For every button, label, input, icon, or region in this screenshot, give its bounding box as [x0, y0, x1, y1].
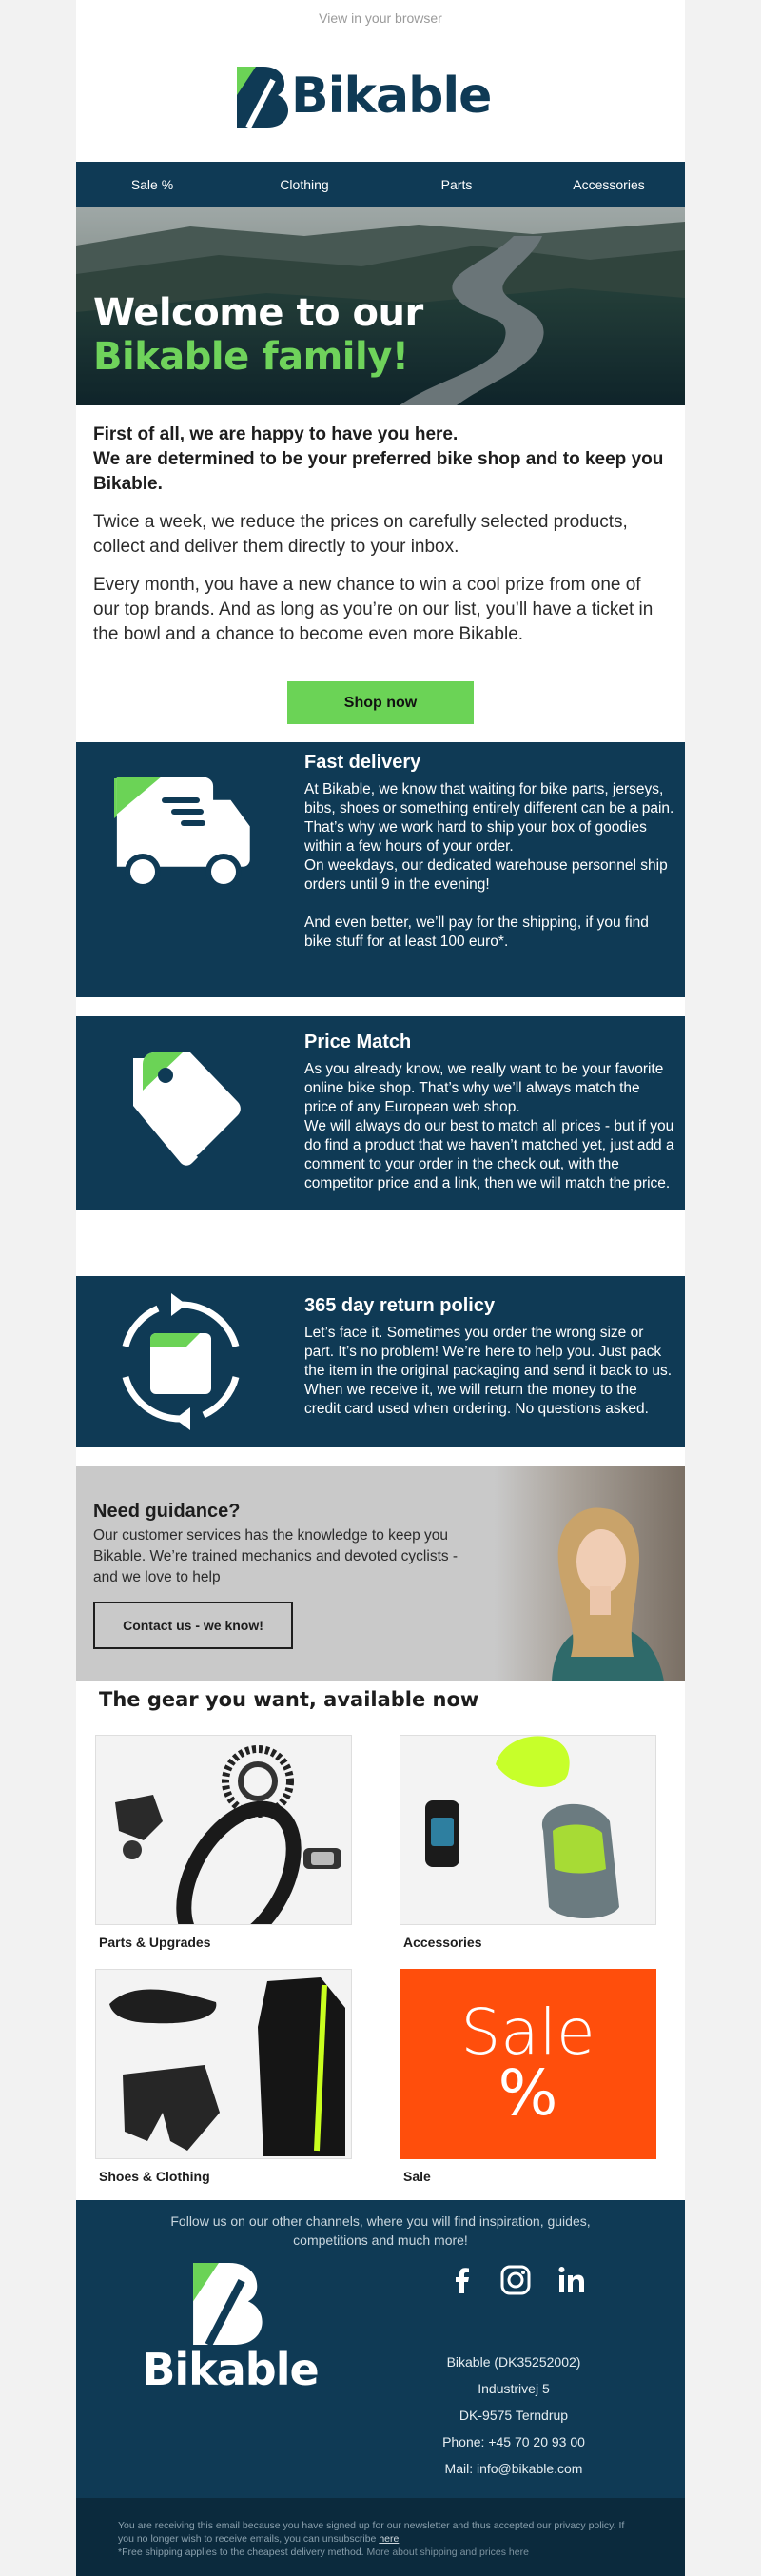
sale-percent-text: % [498, 2056, 558, 2130]
tile-accessories[interactable] [400, 1735, 656, 1925]
main-nav [76, 162, 685, 207]
shop-now-button[interactable]: Shop now [287, 681, 474, 724]
intro-lead-2: We are determined to be your preferred bike shop and to keep you Bikable. [93, 449, 664, 494]
footer-company: Bikable (DK35252002) [446, 2354, 581, 2370]
brand-wordmark: Bikable [291, 68, 492, 125]
intro-lead-1: First of all, we are happy to have you here. [93, 424, 459, 444]
intro-paragraph-1: Twice a week, we reduce the prices on carefully selected products, collect and deliver them directly to your inbox. [93, 512, 628, 557]
footer-brand: Bikable [142, 2344, 319, 2395]
price-tag-icon [105, 1039, 257, 1191]
contact-us-button[interactable]: Contact us - we know! [93, 1602, 293, 1649]
feature-line: And even better, we’ll pay for the shipping, if you find bike stuff for at least 100 euro*. [304, 914, 649, 950]
intro-paragraph-2: Every month, you have a new chance to win a cool prize from one of our top brands. And as long as you’re on our list, you’ll have a ticket in the bowl and a chance to become even more Bikable. [93, 575, 654, 644]
feature-line: On weekdays, our dedicated warehouse personnel ship orders until 9 in the evening! [304, 857, 668, 893]
guidance-text: Our customer services has the knowledge to keep you Bikable. We’re trained mechanics and devoted cyclists - and we love to help [93, 1527, 459, 1585]
nav-item-accessories[interactable]: Accessories [573, 177, 645, 192]
feature-title: Price Match [304, 1032, 412, 1052]
hero-title-line2: Bikable family! [93, 335, 409, 379]
sale-big-text: Sale [460, 1996, 595, 2069]
feature-line: At Bikable, we know that waiting for bike parts, jerseys, bibs, shoes or something entirely different can be a pain. [304, 781, 674, 816]
linkedin-icon[interactable] [552, 2261, 590, 2299]
feature-title: Fast delivery [304, 752, 421, 773]
footer-city: DK-9575 Terndrup [459, 2408, 569, 2423]
nav-item-parts[interactable]: Parts [440, 177, 473, 192]
email-container [76, 0, 685, 2576]
instagram-icon[interactable] [497, 2261, 535, 2299]
tile-label[interactable]: Shoes & Clothing [99, 2169, 210, 2184]
footer-logo-icon[interactable] [190, 2263, 263, 2345]
gear-section-title: The gear you want, available now [99, 1688, 479, 1711]
feature-line: That’s why we work hard to ship your box of goodies within a few hours of your order. [304, 819, 647, 855]
logo-area [76, 38, 685, 162]
clothing-product-image [96, 1970, 352, 2159]
accessories-product-image [400, 1736, 656, 1925]
tile-label[interactable]: Parts & Upgrades [99, 1935, 211, 1950]
feature-line: As you already know, we really want to be your favorite online bike shop. That’s why we’ll always match the price of any European web shop. [304, 1061, 664, 1115]
feature-return-policy [76, 1276, 685, 1447]
intro-section [93, 423, 668, 647]
parts-product-image [96, 1736, 352, 1925]
return-box-icon [105, 1286, 257, 1438]
feature-title: 365 day return policy [304, 1295, 496, 1316]
feature-fast-delivery [76, 742, 685, 997]
truck-icon [105, 765, 257, 917]
nav-item-clothing[interactable]: Clothing [280, 177, 329, 192]
footer [76, 2200, 685, 2576]
view-in-browser-link[interactable]: View in your browser [76, 0, 685, 38]
unsubscribe-link[interactable]: here [379, 2533, 400, 2545]
feature-line: Let’s face it. Sometimes you order the wrong size or part. It’s no problem! We’re here to help you. Just pack the item in the original packaging and send it back to us. When we receive it, we will return the money to the credit card used when ordering. No questions asked. [304, 1325, 673, 1417]
guidance-title: Need guidance? [93, 1501, 241, 1522]
tile-shoes-clothing[interactable] [95, 1969, 352, 2159]
legal-text-1: You are receiving this email because you have signed up for our newsletter and thus accepted our privacy policy. If you no longer wish to receive emails, you can unsubscribe [118, 2520, 625, 2545]
feature-text [304, 1324, 675, 1419]
support-agent-photo [495, 1466, 685, 1681]
hero-title [93, 291, 423, 379]
footer-email[interactable]: Mail: info@bikable.com [444, 2461, 583, 2476]
hero-banner[interactable] [76, 207, 685, 405]
feature-line: We will always do our best to match all prices - but if you do find a product that we haven’t matched yet, just add a comment to your order in the check out, with the competitor price and a link, then we will match the price. [304, 1118, 674, 1191]
bikable-logo-icon[interactable] [235, 67, 288, 128]
tile-sale[interactable] [400, 1969, 656, 2159]
tile-label[interactable]: Sale [403, 2169, 431, 2184]
footer-phone[interactable]: Phone: +45 70 20 93 00 [442, 2434, 585, 2449]
legal-text-2: *Free shipping applies to the cheapest delivery method. [118, 2547, 364, 2558]
nav-item-sale[interactable]: Sale % [130, 177, 174, 192]
feature-text [304, 780, 675, 952]
facebook-icon[interactable] [443, 2261, 481, 2299]
footer-follow-text: Follow us on our other channels, where you will find inspiration, guides, competitions and much more! [170, 2213, 591, 2248]
shipping-info-link[interactable]: More about shipping and prices here [366, 2547, 529, 2558]
tile-label[interactable]: Accessories [403, 1935, 482, 1950]
footer-street: Industrivej 5 [478, 2381, 550, 2396]
feature-text [304, 1060, 675, 1231]
hero-title-line1: Welcome to our [93, 291, 423, 335]
feature-line: It’s that easy! [304, 1213, 392, 1229]
legal-notice [76, 2498, 685, 2576]
guidance-section [76, 1466, 685, 1681]
feature-price-match [76, 1016, 685, 1229]
tile-parts-upgrades[interactable] [95, 1735, 352, 1925]
